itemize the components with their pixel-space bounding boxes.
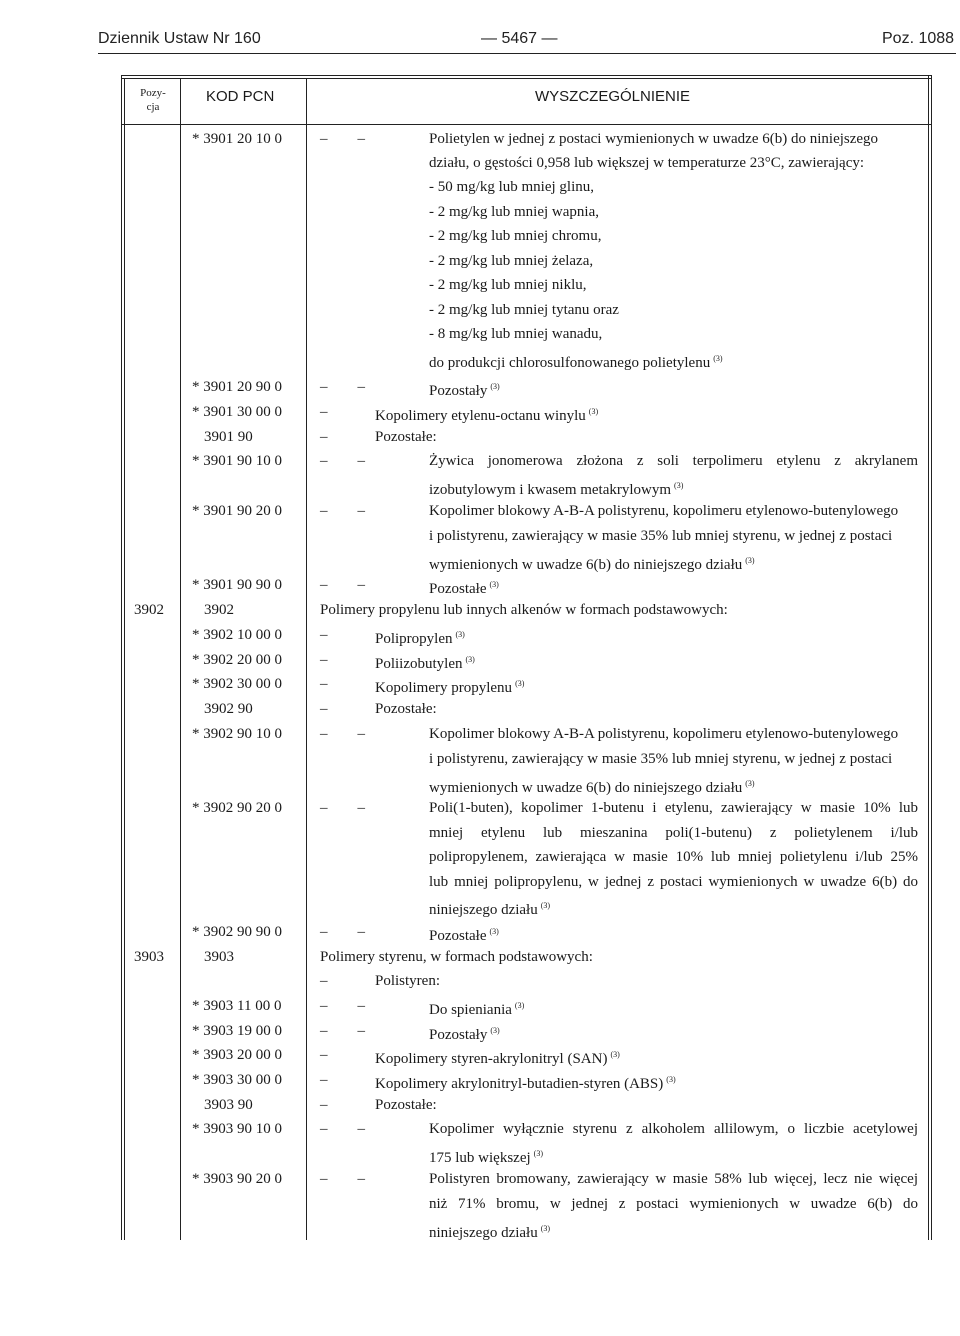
page-number: — 5467 —: [481, 30, 558, 47]
footnote-ref: (3): [540, 901, 551, 910]
column-header-pozycja: [137, 86, 169, 114]
footnote-ref: (3): [745, 556, 755, 565]
indent-dashes: –: [320, 627, 328, 643]
indent-dashes: – –: [320, 924, 365, 940]
pcn-code: * 3901 20 10 0: [192, 131, 282, 147]
pcn-code: * 3903 90 10 0: [192, 1121, 282, 1137]
column-header-kod: KOD PCN: [206, 88, 275, 105]
description-line: - 2 mg/kg lub mniej niklu,: [429, 277, 587, 293]
pcn-code: * 3902 90 20 0: [192, 800, 282, 816]
column-header-wyszczegolnienie: WYSZCZEGÓLNIENIE: [535, 88, 691, 105]
description-line: wymienionych w uwadze 6(b) do niniejszego działu $^{(3)}$: [429, 556, 755, 573]
description-line: mniej etylenu lub mieszanina poli(1-butenu) z polietylenem i/lub: [429, 825, 918, 841]
description-line: - 2 mg/kg lub mniej wapnia,: [429, 204, 599, 220]
table-top-border: [121, 75, 931, 76]
footnote-ref: (3): [533, 1149, 543, 1158]
pozycja-number: 3903: [134, 949, 164, 965]
description-line: Kopolimer wyłącznie styrenu z alkoholem allilowym, o liczbie acetylowej: [429, 1121, 918, 1137]
footnote-ref: (3): [515, 679, 525, 688]
pcn-code: * 3903 11 00 0: [192, 998, 282, 1014]
description-line: Kopolimer blokowy A-B-A polistyrenu, kopolimeru etylenowo-butenylowego: [429, 503, 899, 519]
indent-dashes: –: [320, 404, 328, 420]
indent-dashes: –: [320, 429, 328, 445]
indent-dashes: – –: [320, 800, 365, 816]
table-top-border-inner: [121, 78, 931, 79]
indent-dashes: –: [320, 1097, 328, 1113]
footnote-ref: (3): [666, 1075, 676, 1084]
indent-dashes: – –: [320, 726, 365, 742]
table-right-border: [928, 75, 929, 1240]
pcn-code: * 3901 90 10 0: [192, 453, 282, 469]
indent-dashes: –: [320, 1047, 328, 1063]
pcn-code: 3901 90: [204, 429, 253, 445]
pcn-code: * 3901 90 20 0: [192, 503, 282, 519]
description-line: wymienionych w uwadze 6(b) do niniejszego działu $^{(3)}$: [429, 779, 755, 796]
pcn-code: * 3903 30 00 0: [192, 1072, 282, 1088]
indent-dashes: –: [320, 973, 328, 989]
description-line: do produkcji chlorosulfonowanego polietylenu $^{(3)}$: [429, 354, 723, 371]
position-number: Poz. 1088: [882, 30, 955, 47]
description-line: Polistyren:: [375, 973, 441, 989]
description-line: Pozostały $^{(3)}$: [429, 1026, 500, 1043]
description-line: Do spieniania $^{(3)}$: [429, 1001, 525, 1018]
footnote-ref: (3): [610, 1050, 620, 1059]
pozycja-line1: Pozy-: [140, 87, 166, 99]
header-rule: [98, 53, 956, 54]
indent-dashes: – –: [320, 998, 365, 1014]
pcn-code: * 3902 20 00 0: [192, 652, 282, 668]
description-line: - 50 mg/kg lub mniej glinu,: [429, 179, 594, 195]
description-line: Pozostałe $^{(3)}$: [429, 580, 499, 597]
pcn-code: 3903: [204, 949, 234, 965]
description-line: Kopolimer blokowy A-B-A polistyrenu, kopolimeru etylenowo-butenylowego: [429, 726, 899, 742]
pcn-code: * 3902 90 10 0: [192, 726, 282, 742]
pcn-code: 3902: [204, 602, 234, 618]
description-line: Kopolimery propylenu $^{(3)}$: [375, 679, 525, 696]
pcn-code: * 3903 20 00 0: [192, 1047, 282, 1063]
footnote-ref: (3): [514, 1001, 525, 1010]
indent-dashes: – –: [320, 453, 365, 469]
footnote-ref: (3): [745, 779, 755, 788]
description-line: lub mniej polipropylenu, w jednej z postaci wymienionych w uwadze 6(b) do: [429, 874, 918, 890]
description-line: Pozostałe:: [375, 429, 437, 445]
journal-title: Dziennik Ustaw Nr 160: [98, 30, 261, 47]
description-line: i polistyrenu, zawierający w masie 35% lub mniej styrenu, w jednej z postaci: [429, 528, 893, 544]
description-line: - 2 mg/kg lub mniej tytanu oraz: [429, 302, 619, 318]
footnote-ref: (3): [489, 927, 499, 936]
pozycja-number: 3902: [134, 602, 164, 618]
indent-dashes: – –: [320, 131, 365, 147]
column-divider-1: [180, 78, 181, 1240]
column-divider-2: [306, 78, 307, 1240]
description-line: Kopolimery akrylonitryl-butadien-styren (ABS) $^{(3)}$: [375, 1075, 676, 1092]
indent-dashes: – –: [320, 1023, 365, 1039]
description-line: polipropylenem, zawierająca w masie 10% lub mniej polietylenu i/lub 25%: [429, 849, 918, 865]
footnote-ref: (3): [490, 382, 500, 391]
description-line: niniejszego działu $^{(3)}$: [429, 1224, 551, 1241]
description-line: Kopolimery etylenu-octanu winylu $^{(3)}$: [375, 407, 599, 424]
description-line: Polietylen w jednej z postaci wymienionych w uwadze 6(b) do niniejszego: [429, 131, 879, 147]
description-line: działu, o gęstości 0,958 lub większej w temperaturze 23°C, zawierający:: [429, 155, 865, 171]
footnote-ref: (3): [455, 630, 465, 639]
pcn-code: * 3901 30 00 0: [192, 404, 282, 420]
description-line: i polistyrenu, zawierający w masie 35% lub mniej styrenu, w jednej z postaci: [429, 751, 893, 767]
description-line: Polipropylen $^{(3)}$: [375, 630, 465, 647]
indent-dashes: – –: [320, 577, 365, 593]
pcn-code: * 3903 19 00 0: [192, 1023, 282, 1039]
pcn-code: * 3903 90 20 0: [192, 1171, 282, 1187]
table-header-rule: [121, 124, 931, 125]
indent-dashes: – –: [320, 1171, 365, 1187]
description-line: Poliizobutylen $^{(3)}$: [375, 655, 475, 672]
pcn-code: * 3901 90 90 0: [192, 577, 282, 593]
table-left-border: [121, 75, 122, 1240]
description-line: - 2 mg/kg lub mniej żelaza,: [429, 253, 594, 269]
description-line: Poli(1-buten), kopolimer 1-butenu i etylenu, zawierający w masie 10% lub: [429, 800, 918, 816]
indent-dashes: – –: [320, 379, 365, 395]
indent-dashes: –: [320, 676, 328, 692]
description-line: Kopolimery styren-akrylonitryl (SAN) $^{(3)}$: [375, 1050, 620, 1067]
table-left-border-inner: [124, 78, 125, 1240]
indent-dashes: –: [320, 701, 328, 717]
indent-dashes: –: [320, 652, 328, 668]
description-line: Pozostałe $^{(3)}$: [429, 927, 499, 944]
description-line: Pozostałe:: [375, 701, 437, 717]
footnote-ref: (3): [674, 481, 684, 490]
description-line: Polimery propylenu lub innych alkenów w formach podstawowych:: [320, 602, 728, 618]
footnote-ref: (3): [540, 1224, 551, 1233]
description-line: Polistyren bromowany, zawierający w masie 58% lub więcej, lecz nie więcej: [429, 1171, 918, 1187]
pcn-code: * 3902 10 00 0: [192, 627, 282, 643]
pcn-code: 3902 90: [204, 701, 253, 717]
pozycja-line2: cja: [146, 101, 160, 113]
pcn-code: 3903 90: [204, 1097, 253, 1113]
footnote-ref: (3): [490, 1026, 500, 1035]
description-line: niniejszego działu $^{(3)}$: [429, 901, 551, 918]
footnote-ref: (3): [713, 354, 723, 363]
description-line: - 2 mg/kg lub mniej chromu,: [429, 228, 602, 244]
indent-dashes: – –: [320, 1121, 365, 1137]
pcn-code: * 3902 30 00 0: [192, 676, 282, 692]
description-line: Żywica jonomerowa złożona z soli terpolimeru etylenu z akrylanem: [429, 453, 918, 469]
description-line: 175 lub większej $^{(3)}$: [429, 1149, 543, 1166]
pcn-code: * 3901 20 90 0: [192, 379, 282, 395]
description-line: Polimery styrenu, w formach podstawowych:: [320, 949, 593, 965]
description-line: niż 71% bromu, w jednej z postaci wymienionych w uwadze 6(b) do: [429, 1196, 918, 1212]
description-line: Pozostałe:: [375, 1097, 437, 1113]
footnote-ref: (3): [588, 407, 599, 416]
footnote-ref: (3): [465, 655, 475, 664]
indent-dashes: – –: [320, 503, 365, 519]
table-right-border-outer: [931, 75, 932, 1240]
description-line: - 8 mg/kg lub mniej wanadu,: [429, 326, 603, 342]
footnote-ref: (3): [489, 580, 499, 589]
pcn-code: * 3902 90 90 0: [192, 924, 282, 940]
indent-dashes: –: [320, 1072, 328, 1088]
description-line: izobutylowym i kwasem metakrylowym $^{(3)}$: [429, 481, 684, 498]
description-line: Pozostały $^{(3)}$: [429, 382, 500, 399]
